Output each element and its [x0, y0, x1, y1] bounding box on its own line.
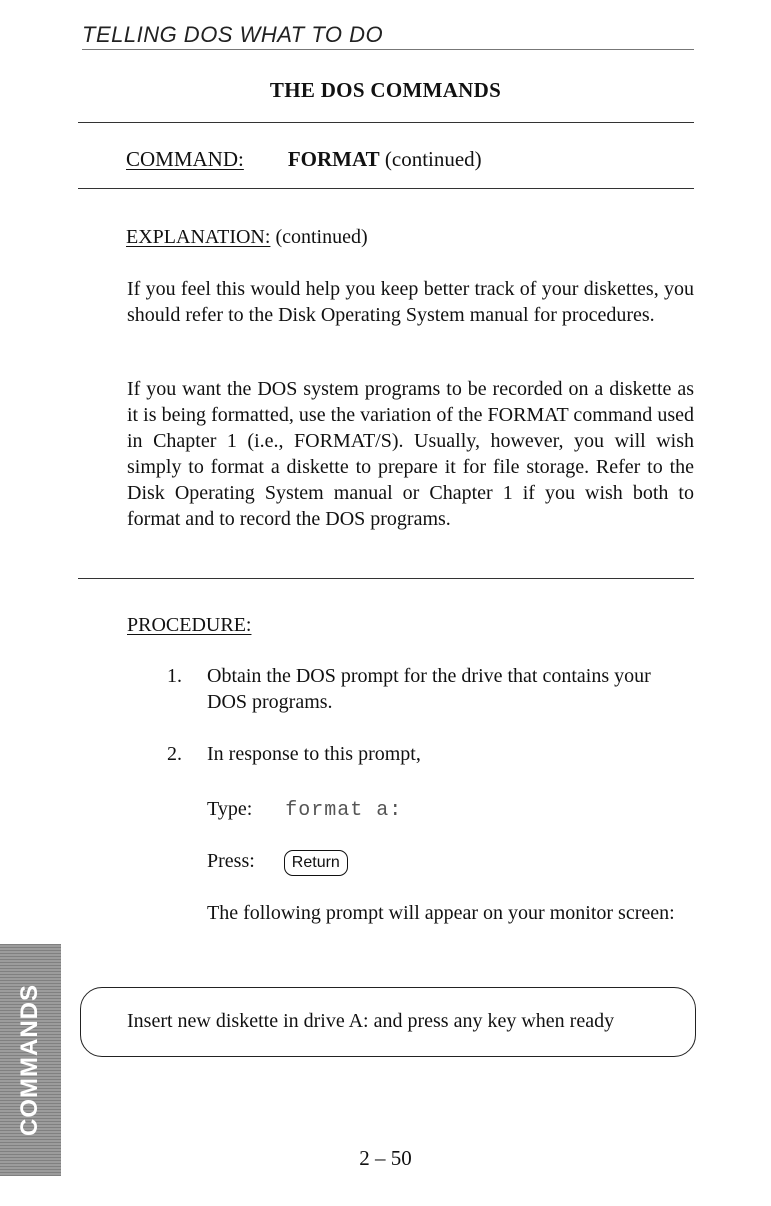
type-instruction	[207, 796, 402, 824]
section-title: THE DOS COMMANDS	[269, 78, 502, 102]
type-command-value: format a:	[285, 799, 403, 822]
explanation-heading	[126, 224, 368, 250]
procedure-label: PROCEDURE:	[127, 614, 252, 636]
following-prompt-text: The following prompt will appear on your monitor screen:	[207, 902, 675, 924]
explanation-paragraph-1: If you feel this would help you keep better track of your diskettes, you should refer to the Disk Operating System manual for procedures.	[127, 278, 694, 326]
step-number-1: 1.	[167, 665, 182, 687]
command-name: FORMAT	[287, 147, 380, 171]
divider-explanation	[78, 578, 694, 579]
command-label: COMMAND:	[126, 147, 244, 171]
commands-side-tab	[0, 944, 61, 1176]
side-tab-label: COMMANDS	[16, 984, 43, 1136]
divider-top	[78, 122, 694, 123]
press-instruction	[207, 848, 348, 876]
explanation-suffix: (continued)	[275, 226, 368, 248]
command-suffix: (continued)	[384, 147, 482, 171]
divider-command	[78, 188, 694, 189]
explanation-paragraph-2: If you want the DOS system programs to be recorded on a diskette as it is being formatted, use the variation of the FORMAT command used in Chapter 1 (i.e., FORMAT/S). Usually, however, you will wish simply to format a diskette to prepare it for file storage. Refer to the Disk Operating System manual or Chapter 1 if you wish both to format and to record the DOS programs.	[127, 378, 694, 530]
return-key-icon: Return	[284, 850, 348, 876]
type-label: Type:	[207, 798, 253, 820]
command-heading	[126, 147, 482, 172]
explanation-label: EXPLANATION:	[126, 226, 271, 248]
step-number-2: 2.	[167, 743, 182, 765]
running-head: TELLING DOS WHAT TO DO	[82, 22, 694, 50]
page-number: 2 – 50	[359, 1146, 412, 1170]
step-text-1: Obtain the DOS prompt for the drive that contains your DOS programs.	[207, 665, 651, 713]
press-label: Press:	[207, 850, 255, 872]
screen-prompt-text: Insert new diskette in drive A: and press any key when ready	[127, 1010, 615, 1032]
procedure-heading	[127, 612, 251, 638]
step-text-2: In response to this prompt,	[207, 743, 421, 765]
